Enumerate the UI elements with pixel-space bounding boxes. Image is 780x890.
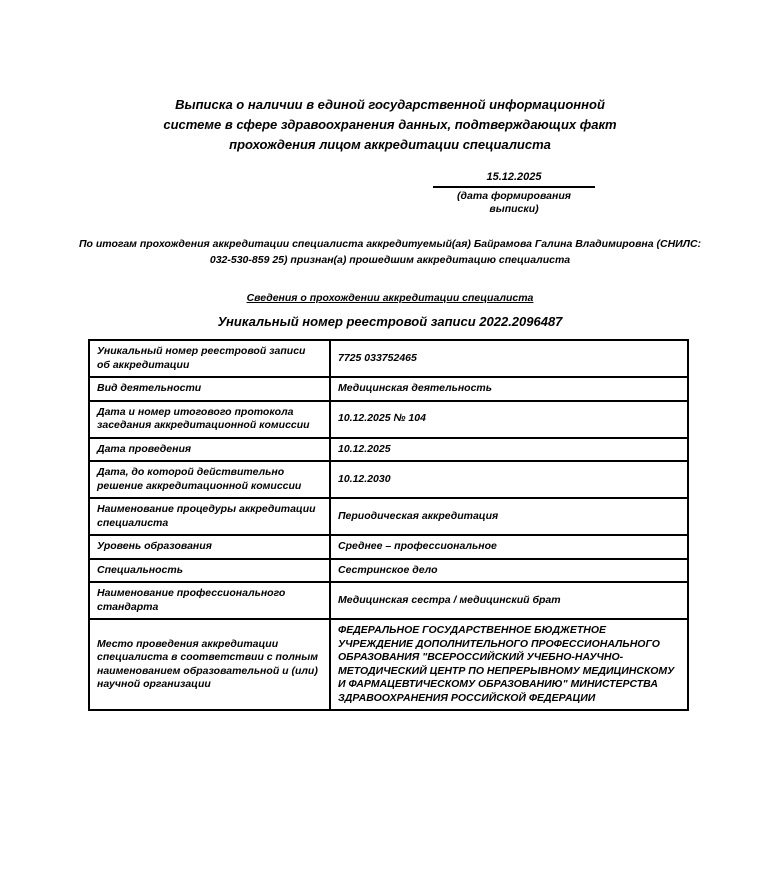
table-row	[89, 498, 688, 535]
document-title-line: прохождения лицом аккредитации специалиста	[229, 137, 551, 152]
field-value: 10.12.2025 № 104	[330, 401, 688, 438]
field-value: 10.12.2025	[330, 438, 688, 462]
table-row	[89, 401, 688, 438]
field-label: Наименование профессионального стандарта	[89, 582, 330, 619]
field-label: Специальность	[89, 559, 330, 583]
field-value: Медицинская деятельность	[330, 377, 688, 401]
document-title-line: Выписка о наличии в единой государственной информационной	[175, 97, 605, 112]
intro-paragraph	[60, 237, 720, 268]
field-value: ФЕДЕРАЛЬНОЕ ГОСУДАРСТВЕННОЕ БЮДЖЕТНОЕ УЧРЕЖДЕНИЕ ДОПОЛНИТЕЛЬНОГО ПРОФЕССИОНАЛЬНОГО ОБРАЗОВАНИЯ "ВСЕРОССИЙСКИЙ УЧЕБНО-НАУЧНО-МЕТОДИЧЕСКИЙ ЦЕНТР ПО НЕПРЕРЫВНОМУ МЕДИЦИНСКОМУ И ФАРМАЦЕВТИЧЕСКОМУ ОБРАЗОВАНИЮ" МИНИСТЕРСТВА ЗДРАВООХРАНЕНИЯ РОССИЙСКОЙ ФЕДЕРАЦИИ	[330, 619, 688, 710]
formation-date-block	[433, 170, 595, 216]
table-row	[89, 438, 688, 462]
document-title-line: системе в сфере здравоохранения данных, подтверждающих факт	[163, 117, 617, 132]
table-row	[89, 559, 688, 583]
field-value: Периодическая аккредитация	[330, 498, 688, 535]
intro-line: 032-530-859 25) признан(а) прошедшим аккредитацию специалиста	[209, 253, 571, 266]
field-label: Уникальный номер реестровой записи об аккредитации	[89, 340, 330, 377]
table-row	[89, 619, 688, 710]
field-value: Среднее – профессиональное	[330, 535, 688, 559]
table-row	[89, 340, 688, 377]
field-value: 10.12.2030	[330, 461, 688, 498]
document-title	[110, 0, 670, 155]
field-label: Вид деятельности	[89, 377, 330, 401]
field-value: Сестринское дело	[330, 559, 688, 583]
accreditation-table	[88, 339, 689, 711]
intro-line: По итогам прохождения аккредитации специалиста аккредитуемый(ая) Байрамова Галина Владимировна (СНИЛС:	[78, 238, 702, 250]
formation-date-caption: (дата формирования выписки)	[457, 190, 571, 215]
field-label: Место проведения аккредитации специалиста в соответствии с полным наименованием образовательной и (или) научной организации	[89, 619, 330, 710]
registry-number-heading: Уникальный номер реестровой записи 2022.2096487	[217, 314, 563, 329]
table-row	[89, 582, 688, 619]
field-label: Дата и номер итогового протокола заседания аккредитационной комиссии	[89, 401, 330, 438]
table-row	[89, 461, 688, 498]
field-value: Медицинская сестра / медицинский брат	[330, 582, 688, 619]
field-label: Дата проведения	[89, 438, 330, 462]
table-row	[89, 377, 688, 401]
section-heading: Сведения о прохождении аккредитации специалиста	[246, 292, 534, 304]
formation-date-value: 15.12.2025	[433, 170, 595, 188]
field-label: Наименование процедуры аккредитации специалиста	[89, 498, 330, 535]
field-label: Уровень образования	[89, 535, 330, 559]
field-value: 7725 033752465	[330, 340, 688, 377]
field-label: Дата, до которой действительно решение аккредитационной комиссии	[89, 461, 330, 498]
table-row	[89, 535, 688, 559]
